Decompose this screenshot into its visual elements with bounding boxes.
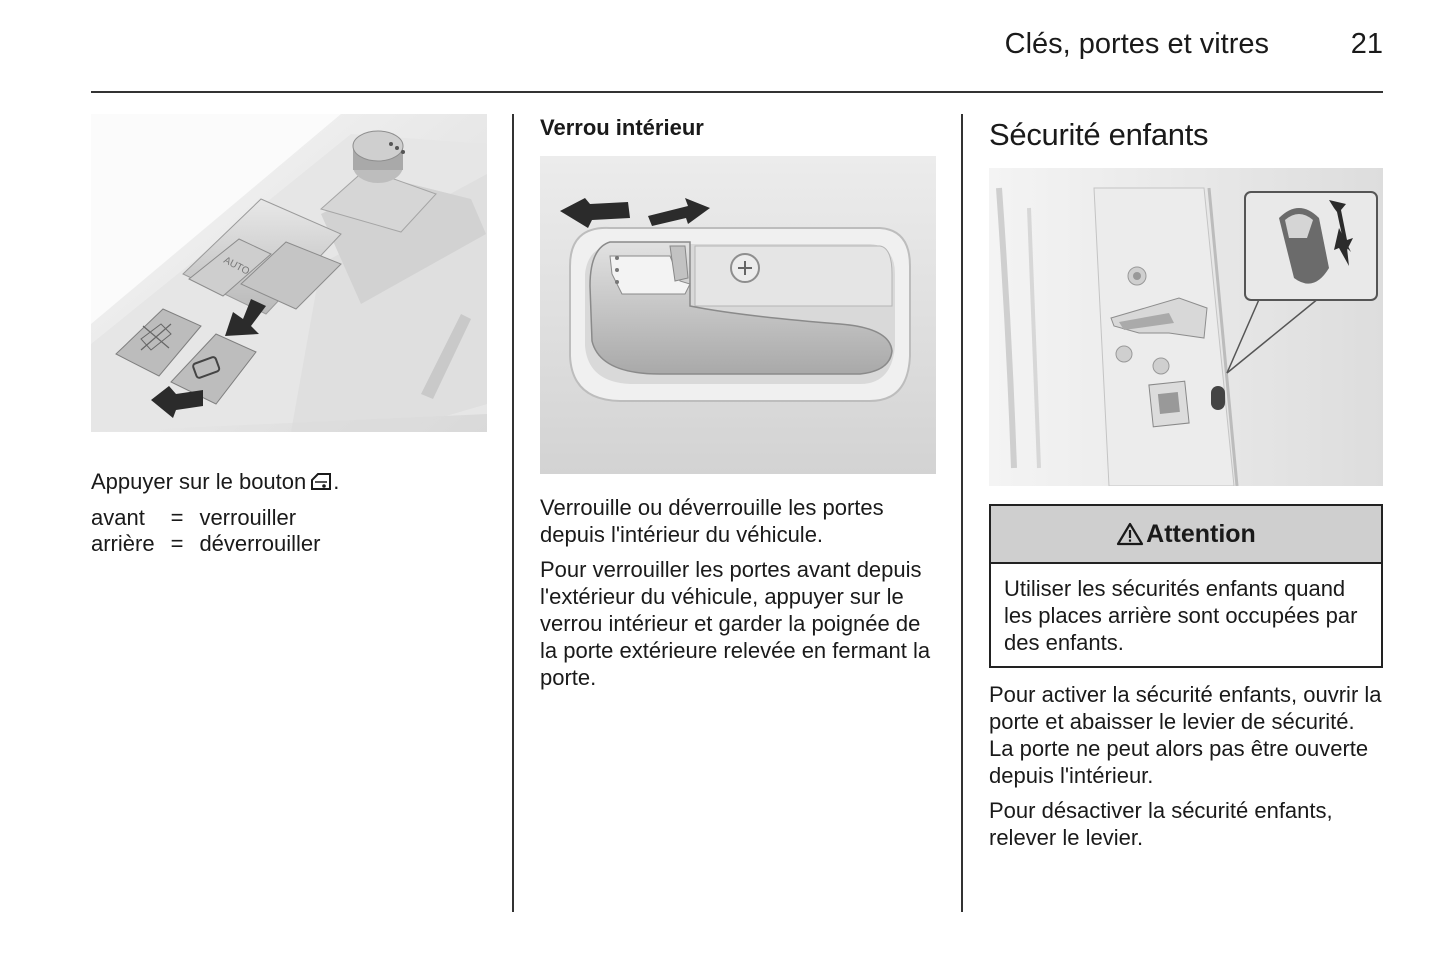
interior-door-handle-illustration — [540, 156, 936, 474]
definition-meaning: verrouiller — [199, 505, 297, 530]
definition-sep: = — [170, 505, 184, 530]
definition-term: avant — [91, 505, 145, 530]
child-lock-heading: Sécurité enfants — [989, 117, 1209, 152]
warning-header — [991, 506, 1381, 564]
caption-text: Appuyer sur le bouton — [91, 469, 307, 494]
child-lock-illustration — [989, 168, 1383, 486]
column-lock-switch — [91, 114, 487, 557]
header-divider — [91, 91, 1383, 93]
warning-triangle-icon — [1116, 522, 1144, 546]
definition-term: arrière — [91, 531, 155, 556]
child-lock-paragraph: Pour activer la sécurité enfants, ouvrir la porte et abaisser le levier de sécurité. La porte ne peut alors pas être ouverte depuis l'intérieur. — [989, 682, 1382, 788]
page-number: 21 — [1350, 28, 1383, 60]
interior-lock-paragraph: Pour verrouiller les portes avant depuis l'extérieur du véhicule, appuyer sur le verrou intérieur et garder la poignée de la porte extérieure relevée en fermant la porte. — [540, 557, 931, 690]
auto-label: AUTO — [221, 254, 252, 278]
column-interior-lock — [540, 114, 936, 699]
door-lock-icon — [309, 472, 333, 492]
page-header-title: Clés, portes et vitres — [1004, 28, 1269, 60]
definition-meaning: déverrouiller — [199, 531, 321, 556]
warning-text: Utiliser les sécurités enfants quand les places arrière sont occupées par des enfants. — [1004, 576, 1358, 655]
door-lock-switch-illustration — [91, 114, 487, 432]
caption-period: . — [333, 469, 340, 494]
interior-lock-paragraph: Verrouille ou déverrouille les portes depuis l'intérieur du véhicule. — [540, 495, 884, 547]
column-child-lock — [989, 114, 1383, 859]
lock-definitions — [91, 505, 321, 557]
warning-title: Attention — [1146, 519, 1256, 548]
child-lock-paragraph: Pour désactiver la sécurité enfants, relever le levier. — [989, 798, 1333, 850]
definition-row — [91, 505, 321, 531]
warning-box — [989, 504, 1383, 668]
definition-sep: = — [170, 531, 184, 556]
column-divider-2 — [961, 114, 963, 912]
definition-row — [91, 531, 321, 557]
column-divider-1 — [512, 114, 514, 912]
interior-lock-heading: Verrou intérieur — [540, 115, 704, 140]
